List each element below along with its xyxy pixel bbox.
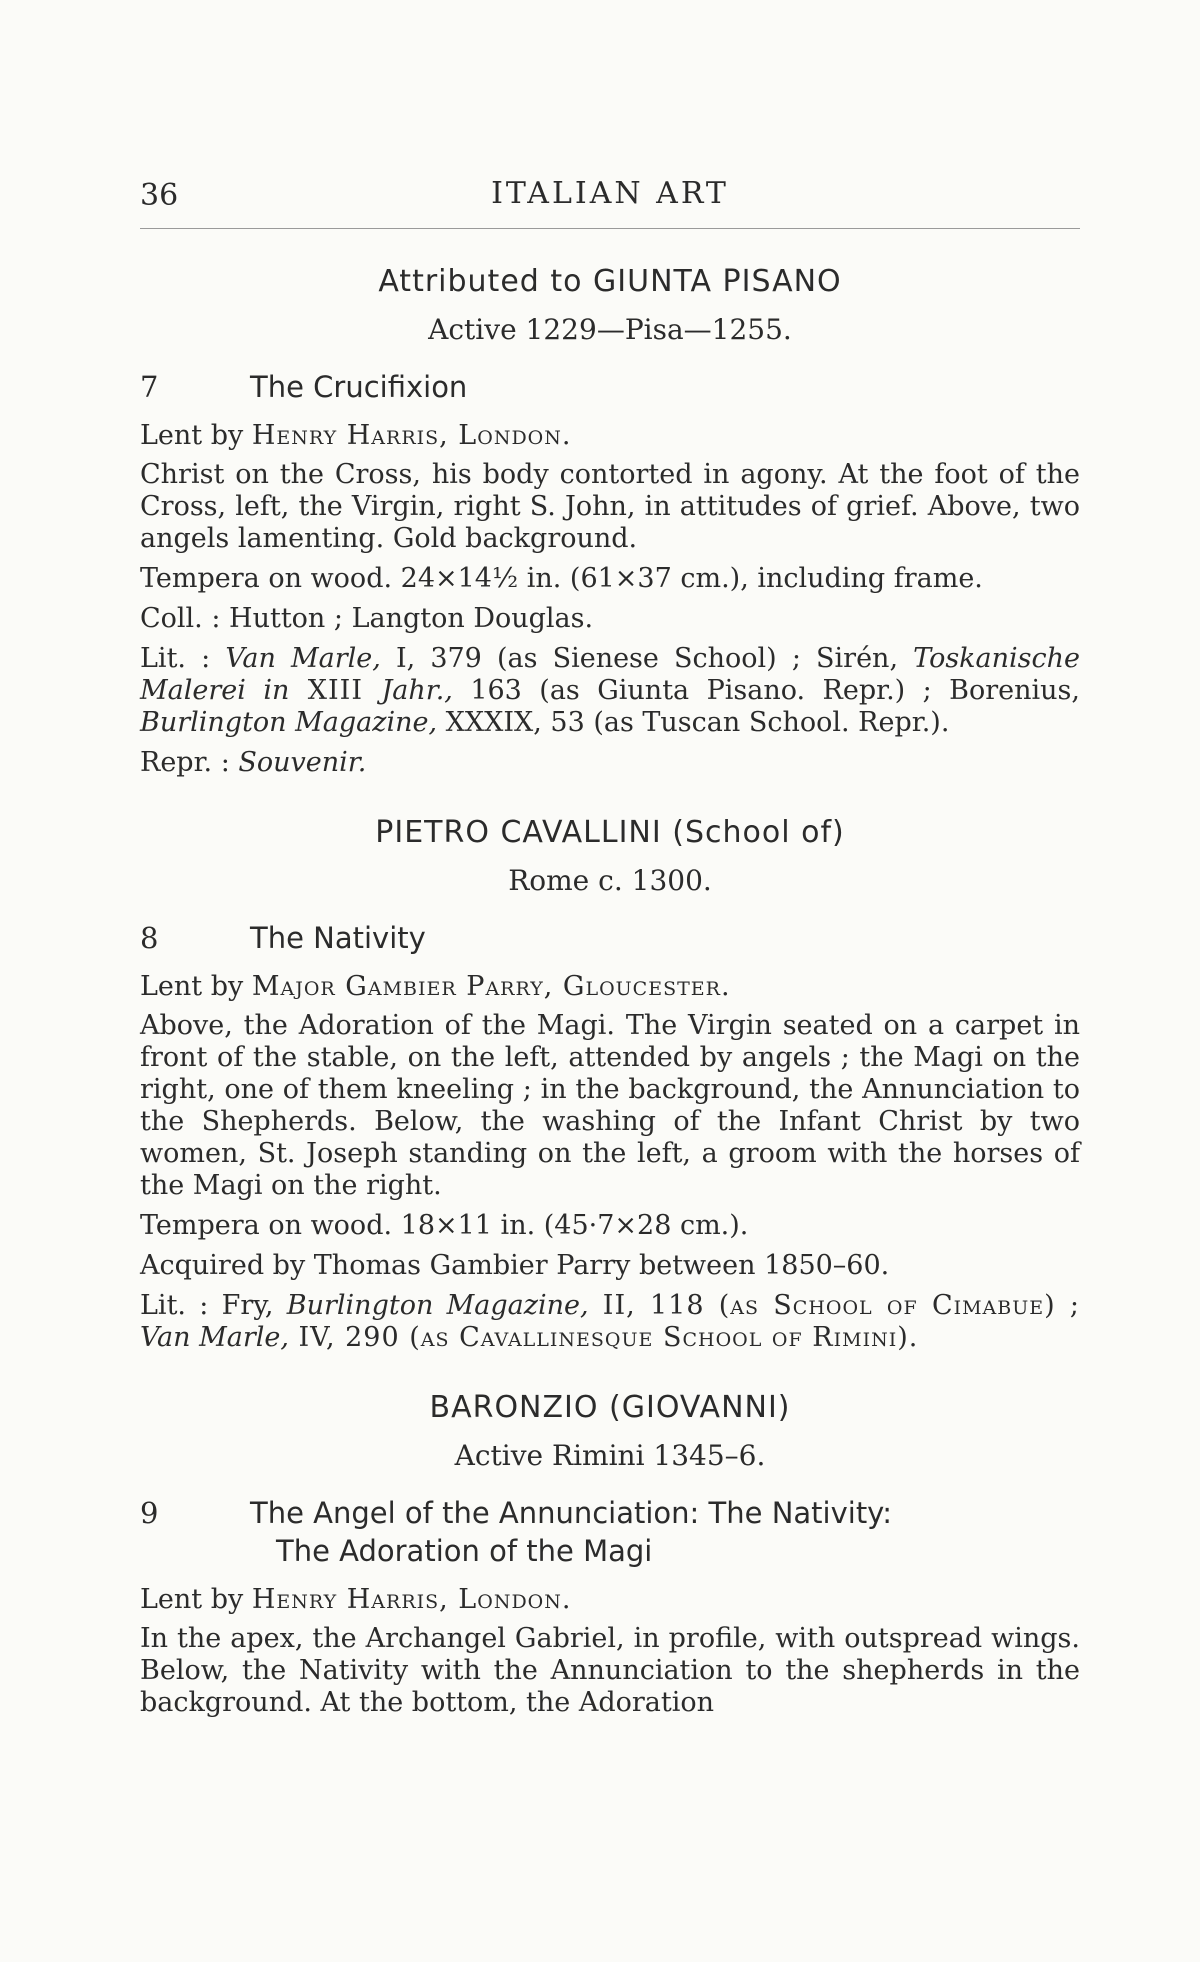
- lender-line: [140, 971, 1080, 1002]
- artist-heading: BARONZIO (GIOVANNI): [429, 1390, 791, 1425]
- entry-name: The Nativity: [250, 921, 426, 955]
- artist-heading: PIETRO CAVALLINI (School of): [375, 815, 845, 850]
- lender-line: [140, 1584, 1080, 1615]
- description: Christ on the Cross, his body contorted in agony. At the foot of the Cross, left, the Virgin, right S. John, in attitudes of grief. Above, two angels lamenting. Gold background.: [140, 459, 1080, 554]
- lit-ref: Jahr.,: [381, 675, 453, 706]
- literature: [140, 1290, 1080, 1354]
- entry-name: The Crucifixion: [250, 370, 468, 404]
- entry-number: 7: [140, 370, 159, 404]
- page: [140, 170, 1080, 1755]
- artist-dates: Active 1229—Pisa—1255.: [428, 313, 792, 346]
- page-header: [140, 170, 1080, 240]
- lit-text: XIII: [289, 675, 382, 706]
- lit-text: IV, 290 (as Cavallinesque School of Rimini).: [288, 1322, 919, 1353]
- lender-line: [140, 420, 1080, 451]
- description: In the apex, the Archangel Gabriel, in profile, with outspread wings. Below, the Nativity with the Annunciation to the shepherds in the background. At the bottom, the Adoration: [140, 1623, 1080, 1718]
- entry-number: 9: [140, 1496, 159, 1530]
- literature: [140, 643, 1080, 739]
- lit-ref: Burlington Magazine,: [140, 707, 438, 738]
- description: Above, the Adoration of the Magi. The Virgin seated on a carpet in front of the stable, on the left, attended by angels ; the Magi on the right, one of them kneeling ; in the background, the Annunciation to the Shepherds. Below, the washing of the Infant Christ by two women, St. Joseph standing on the left, a groom with the horses of the Magi on the right.: [140, 1010, 1080, 1201]
- entry-number: 8: [140, 921, 159, 955]
- catalogue-entry-8: [140, 815, 1080, 1354]
- catalogue-entry-9: [140, 1390, 1080, 1719]
- running-title: ITALIAN ART: [491, 176, 729, 211]
- catalogue-entry-7: [140, 264, 1080, 779]
- entry-name-line-1: The Angel of the Annunciation: The Nativity:: [250, 1496, 893, 1530]
- lender-prefix: Lent by: [140, 971, 252, 1002]
- header-rule: [140, 228, 1080, 229]
- lit-text: II, 118 (as School of Cimabue) ;: [588, 1290, 1081, 1321]
- repr-ref: Souvenir.: [238, 747, 367, 778]
- entry-title: [140, 919, 1080, 957]
- page-number: 36: [140, 178, 179, 213]
- entry-title: [140, 368, 1080, 406]
- lender-name: Major Gambier Parry, Gloucester.: [251, 971, 731, 1002]
- lit-text: XXXIX, 53 (as Tuscan School. Repr.).: [437, 707, 950, 738]
- repr-prefix: Repr. :: [140, 747, 239, 778]
- acquisition: Acquired by Thomas Gambier Parry between 1850–60.: [140, 1250, 890, 1281]
- lit-text: 163 (as Giunta Pisano. Repr.) ; Borenius,: [452, 675, 1080, 706]
- lender-prefix: Lent by: [140, 1584, 252, 1615]
- entry-name: [250, 1494, 1080, 1570]
- medium: Tempera on wood. 24×14½ in. (61×37 cm.), including frame.: [140, 563, 983, 594]
- lender-name: Henry Harris, London.: [251, 1584, 572, 1615]
- entry-title: [140, 1494, 1080, 1570]
- reproduction: [140, 747, 1080, 779]
- collection: Coll. : Hutton ; Langton Douglas.: [140, 603, 594, 634]
- lit-ref: Van Marle,: [140, 1322, 289, 1353]
- lender-prefix: Lent by: [140, 420, 252, 451]
- artist-dates: Rome c. 1300.: [508, 864, 712, 897]
- lit-prefix: Lit. :: [140, 643, 226, 674]
- lit-prefix: Lit. : Fry,: [140, 1290, 287, 1321]
- lit-ref: Van Marle,: [225, 643, 381, 674]
- artist-dates: Active Rimini 1345–6.: [454, 1439, 766, 1472]
- lit-ref: Toskanische Malerei in: [140, 643, 1081, 706]
- lender-name: Henry Harris, London.: [251, 420, 572, 451]
- lit-text: I, 379 (as Sienese School) ; Sirén,: [380, 643, 914, 674]
- lit-ref: Burlington Magazine,: [286, 1290, 589, 1321]
- medium: Tempera on wood. 18×11 in. (45·7×28 cm.).: [140, 1210, 749, 1241]
- artist-heading: Attributed to GIUNTA PISANO: [378, 264, 842, 299]
- entry-name-line-2: The Adoration of the Magi: [276, 1534, 653, 1568]
